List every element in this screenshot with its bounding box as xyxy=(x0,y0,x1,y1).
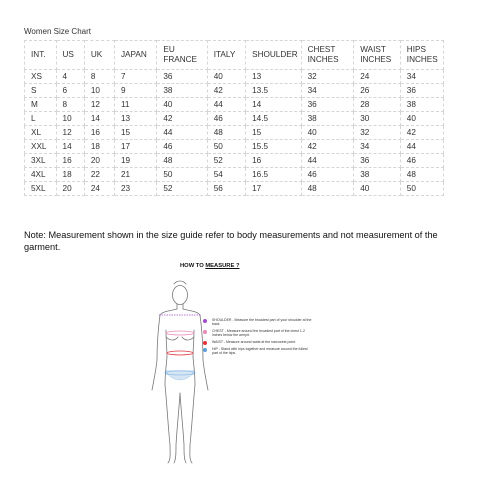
how-to-measure-heading xyxy=(180,263,239,269)
column-header-line1: EU xyxy=(163,45,175,54)
column-header-line2: FRANCE xyxy=(163,55,198,64)
table-cell: 18 xyxy=(84,140,114,154)
table-cell: 38 xyxy=(354,168,401,182)
column-header xyxy=(84,41,114,70)
legend-text: HIP - Stand with hips together and measure around the fullest part of the hips. xyxy=(212,347,308,355)
table-row xyxy=(25,70,444,84)
table-cell: 36 xyxy=(301,98,354,112)
table-cell: 8 xyxy=(56,98,84,112)
table-cell: 24 xyxy=(84,182,114,196)
table-cell: 4 xyxy=(56,70,84,84)
table-cell: 19 xyxy=(114,154,156,168)
size-table xyxy=(24,40,444,196)
table-cell: 34 xyxy=(400,70,443,84)
table-cell: 36 xyxy=(400,84,443,98)
table-cell: M xyxy=(25,98,57,112)
table-cell: 44 xyxy=(207,98,245,112)
table-cell: 44 xyxy=(157,126,207,140)
table-cell: 48 xyxy=(301,182,354,196)
table-cell: 13 xyxy=(114,112,156,126)
table-cell: 32 xyxy=(354,126,401,140)
column-header-line2: INCHES xyxy=(406,55,438,64)
column-header xyxy=(207,41,245,70)
table-cell: 46 xyxy=(301,168,354,182)
table-row xyxy=(25,182,444,196)
table-body xyxy=(25,70,444,196)
table-cell: 42 xyxy=(301,140,354,154)
column-header xyxy=(246,41,302,70)
legend-item xyxy=(203,318,313,326)
table-cell: 6 xyxy=(56,84,84,98)
column-header-line1: ITALY xyxy=(213,50,236,59)
table-cell: XL xyxy=(25,126,57,140)
legend-item xyxy=(203,340,313,344)
table-cell: 16 xyxy=(246,154,302,168)
table-cell: 13 xyxy=(246,70,302,84)
table-cell: 10 xyxy=(56,112,84,126)
table-cell: 52 xyxy=(207,154,245,168)
table-cell: 4XL xyxy=(25,168,57,182)
table-cell: 9 xyxy=(114,84,156,98)
table-cell: 48 xyxy=(400,168,443,182)
table-cell: 40 xyxy=(400,112,443,126)
table-cell: 48 xyxy=(157,154,207,168)
table-cell: 34 xyxy=(354,140,401,154)
how-to-prefix: HOW TO xyxy=(180,263,206,269)
table-cell: 22 xyxy=(84,168,114,182)
column-header xyxy=(25,41,57,70)
legend-text: SHOULDER - Measure the broadest part of your shoulder at the back. xyxy=(212,318,312,326)
size-chart-title: Women Size Chart xyxy=(24,27,91,36)
table-cell: 14 xyxy=(56,140,84,154)
column-header xyxy=(157,41,207,70)
table-cell: 46 xyxy=(400,154,443,168)
legend-dot-icon xyxy=(203,348,207,352)
table-cell: 40 xyxy=(301,126,354,140)
table-cell: 40 xyxy=(354,182,401,196)
table-cell: 48 xyxy=(207,126,245,140)
measurement-note: Note: Measurement shown in the size guide refer to body measurements and not measurement of the garment. xyxy=(24,230,438,252)
table-cell: S xyxy=(25,84,57,98)
table-cell: 8 xyxy=(84,70,114,84)
column-header xyxy=(114,41,156,70)
table-cell: 38 xyxy=(301,112,354,126)
table-cell: 30 xyxy=(354,112,401,126)
table-cell: 14 xyxy=(84,112,114,126)
legend-text: CHEST - Measure around the broadest part of the chest 1-2 inches below the armpit. xyxy=(212,329,305,337)
table-cell: 17 xyxy=(114,140,156,154)
table-cell: 16 xyxy=(56,154,84,168)
table-cell: 23 xyxy=(114,182,156,196)
column-header-line1: WAIST xyxy=(360,45,386,54)
column-header-line1: HIPS xyxy=(406,45,426,54)
column-header-line1: CHEST xyxy=(307,45,336,54)
legend-dot-icon xyxy=(203,319,207,323)
column-header xyxy=(354,41,401,70)
table-row xyxy=(25,84,444,98)
column-header-line1: SHOULDER xyxy=(252,50,298,59)
legend-dot-icon xyxy=(203,330,207,334)
legend-text: WAIST - Measure around waist at the narrowest point. xyxy=(212,340,297,344)
table-cell: 14.5 xyxy=(246,112,302,126)
column-header-line1: US xyxy=(62,50,74,59)
table-cell: 14 xyxy=(246,98,302,112)
table-cell: 17 xyxy=(246,182,302,196)
table-cell: 10 xyxy=(84,84,114,98)
table-cell: 15 xyxy=(246,126,302,140)
table-cell: 24 xyxy=(354,70,401,84)
table-cell: 16 xyxy=(84,126,114,140)
table-row xyxy=(25,154,444,168)
measure-link[interactable]: MEASURE ? xyxy=(205,263,240,269)
table-cell: 20 xyxy=(56,182,84,196)
table-cell: 13.5 xyxy=(246,84,302,98)
table-cell: 34 xyxy=(301,84,354,98)
table-cell: 7 xyxy=(114,70,156,84)
table-cell: L xyxy=(25,112,57,126)
column-header xyxy=(56,41,84,70)
table-cell: 21 xyxy=(114,168,156,182)
table-row xyxy=(25,126,444,140)
table-cell: 36 xyxy=(157,70,207,84)
table-cell: 50 xyxy=(400,182,443,196)
legend-item xyxy=(203,329,313,337)
table-cell: 46 xyxy=(207,112,245,126)
table-row xyxy=(25,98,444,112)
table-cell: 46 xyxy=(157,140,207,154)
table-cell: 50 xyxy=(157,168,207,182)
table-cell: XS xyxy=(25,70,57,84)
table-cell: 15.5 xyxy=(246,140,302,154)
column-header-line1: JAPAN xyxy=(120,50,147,59)
column-header-line2: INCHES xyxy=(307,55,339,64)
column-header xyxy=(301,41,354,70)
table-cell: 52 xyxy=(157,182,207,196)
table-cell: 3XL xyxy=(25,154,57,168)
table-cell: 54 xyxy=(207,168,245,182)
table-cell: 42 xyxy=(157,112,207,126)
table-cell: 38 xyxy=(157,84,207,98)
table-row xyxy=(25,168,444,182)
table-cell: 40 xyxy=(157,98,207,112)
table-cell: 38 xyxy=(400,98,443,112)
table-cell: 42 xyxy=(207,84,245,98)
column-header-line1: UK xyxy=(90,50,103,59)
legend-dot-icon xyxy=(203,341,207,345)
table-cell: 26 xyxy=(354,84,401,98)
table-cell: 44 xyxy=(400,140,443,154)
table-cell: 15 xyxy=(114,126,156,140)
table-cell: 44 xyxy=(301,154,354,168)
table-cell: 28 xyxy=(354,98,401,112)
table-cell: 11 xyxy=(114,98,156,112)
legend-item xyxy=(203,347,313,355)
table-cell: 36 xyxy=(354,154,401,168)
body-measurement-figure xyxy=(130,275,230,470)
table-cell: XXL xyxy=(25,140,57,154)
table-cell: 12 xyxy=(84,98,114,112)
table-cell: 56 xyxy=(207,182,245,196)
measurement-legend xyxy=(203,318,313,358)
table-cell: 40 xyxy=(207,70,245,84)
table-cell: 32 xyxy=(301,70,354,84)
table-cell: 5XL xyxy=(25,182,57,196)
table-cell: 16.5 xyxy=(246,168,302,182)
column-header xyxy=(400,41,443,70)
table-row xyxy=(25,112,444,126)
column-header-line1: INT. xyxy=(31,50,46,59)
table-cell: 12 xyxy=(56,126,84,140)
table-cell: 42 xyxy=(400,126,443,140)
table-row xyxy=(25,140,444,154)
table-cell: 20 xyxy=(84,154,114,168)
column-header-line2: INCHES xyxy=(360,55,392,64)
table-header-row xyxy=(25,41,444,70)
table-cell: 18 xyxy=(56,168,84,182)
table-cell: 50 xyxy=(207,140,245,154)
